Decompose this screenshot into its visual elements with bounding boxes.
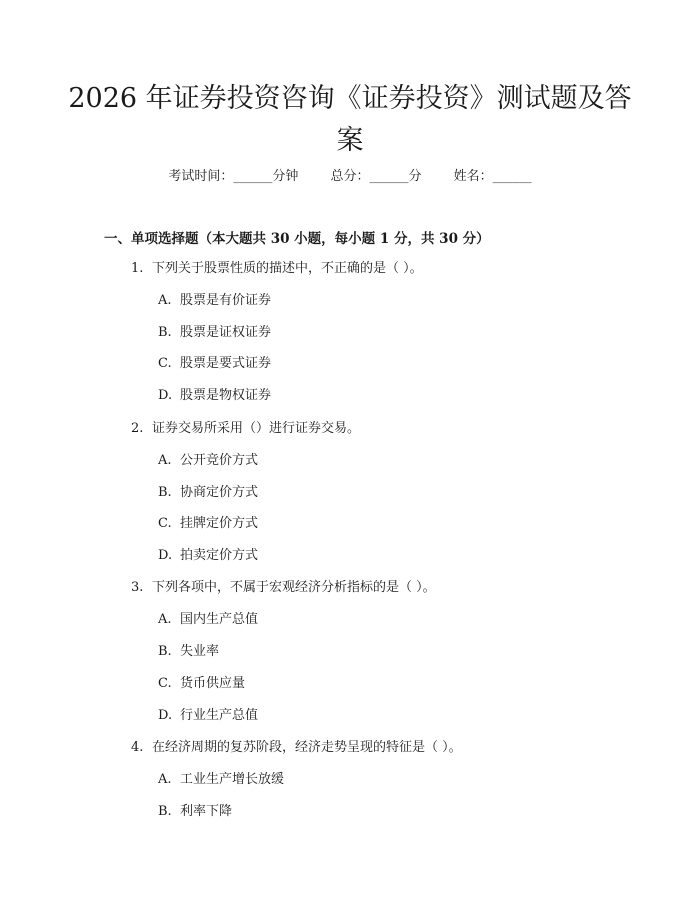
option-text: 工业生产增长放缓 <box>180 772 285 787</box>
name-label: 姓名： <box>453 169 493 184</box>
option-item <box>158 675 245 693</box>
option-item <box>158 484 258 502</box>
total-score-blank: ______ <box>369 169 409 184</box>
option-text: 国内生产总值 <box>180 612 259 627</box>
question-item <box>131 739 462 757</box>
option-text: 挂牌定价方式 <box>180 516 259 531</box>
option-item <box>158 707 258 725</box>
option-item <box>158 387 271 405</box>
name-field <box>454 168 532 186</box>
option-item <box>158 515 258 533</box>
total-score-unit: 分 <box>408 169 422 184</box>
option-letter: B. <box>158 804 172 819</box>
option-letter: A. <box>158 293 172 308</box>
option-text: 公开竞价方式 <box>180 453 259 468</box>
total-score-field <box>330 168 421 186</box>
question-item <box>131 420 360 438</box>
option-item <box>158 611 258 629</box>
question-item <box>131 260 423 278</box>
option-item <box>158 292 271 310</box>
question-number: 3. <box>131 580 144 595</box>
option-text: 协商定价方式 <box>180 485 259 500</box>
exam-info-line <box>0 168 700 186</box>
question-number: 1. <box>131 261 144 276</box>
question-text: 证券交易所采用（）进行证券交易。 <box>152 421 361 436</box>
section-heading: 一、单项选择题（本大题共 30 小题，每小题 1 分，共 30 分） <box>104 231 490 247</box>
option-text: 货币供应量 <box>180 676 246 691</box>
option-letter: C. <box>158 676 172 691</box>
question-number: 2. <box>131 421 144 436</box>
option-item <box>158 803 232 821</box>
option-item <box>158 643 219 661</box>
option-letter: B. <box>158 485 172 500</box>
option-letter: D. <box>158 388 173 403</box>
exam-time-field <box>168 168 298 186</box>
option-text: 行业生产总值 <box>180 708 259 723</box>
option-item <box>158 771 284 789</box>
option-letter: D. <box>158 708 173 723</box>
exam-time-blank: ______ <box>233 169 273 184</box>
option-letter: A. <box>158 453 172 468</box>
total-score-label: 总分： <box>330 169 370 184</box>
question-number: 4. <box>131 740 144 755</box>
option-text: 拍卖定价方式 <box>180 548 259 563</box>
name-blank: ______ <box>492 169 532 184</box>
option-item <box>158 324 271 342</box>
option-letter: D. <box>158 548 173 563</box>
option-text: 股票是要式证券 <box>180 356 272 371</box>
option-letter: A. <box>158 612 172 627</box>
question-text: 在经济周期的复苏阶段，经济走势呈现的特征是（ ）。 <box>152 740 462 755</box>
option-item <box>158 355 271 373</box>
option-text: 股票是物权证券 <box>180 388 272 403</box>
option-letter: C. <box>158 356 172 371</box>
option-letter: B. <box>158 644 172 659</box>
option-text: 利率下降 <box>180 804 233 819</box>
question-item <box>131 579 436 597</box>
question-text: 下列各项中，不属于宏观经济分析指标的是（ ）。 <box>152 580 436 595</box>
option-item <box>158 547 258 565</box>
exam-time-unit: 分钟 <box>272 169 299 184</box>
exam-time-label: 考试时间： <box>168 169 234 184</box>
option-letter: C. <box>158 516 172 531</box>
option-text: 失业率 <box>180 644 220 659</box>
question-text: 下列关于股票性质的描述中，不正确的是（ ）。 <box>152 261 423 276</box>
option-text: 股票是有价证券 <box>180 293 272 308</box>
option-item <box>158 452 258 470</box>
option-letter: B. <box>158 325 172 340</box>
option-text: 股票是证权证券 <box>180 325 272 340</box>
document-title: 2026 年证券投资咨询《证券投资》测试题及答案 <box>68 83 632 156</box>
option-letter: A. <box>158 772 172 787</box>
